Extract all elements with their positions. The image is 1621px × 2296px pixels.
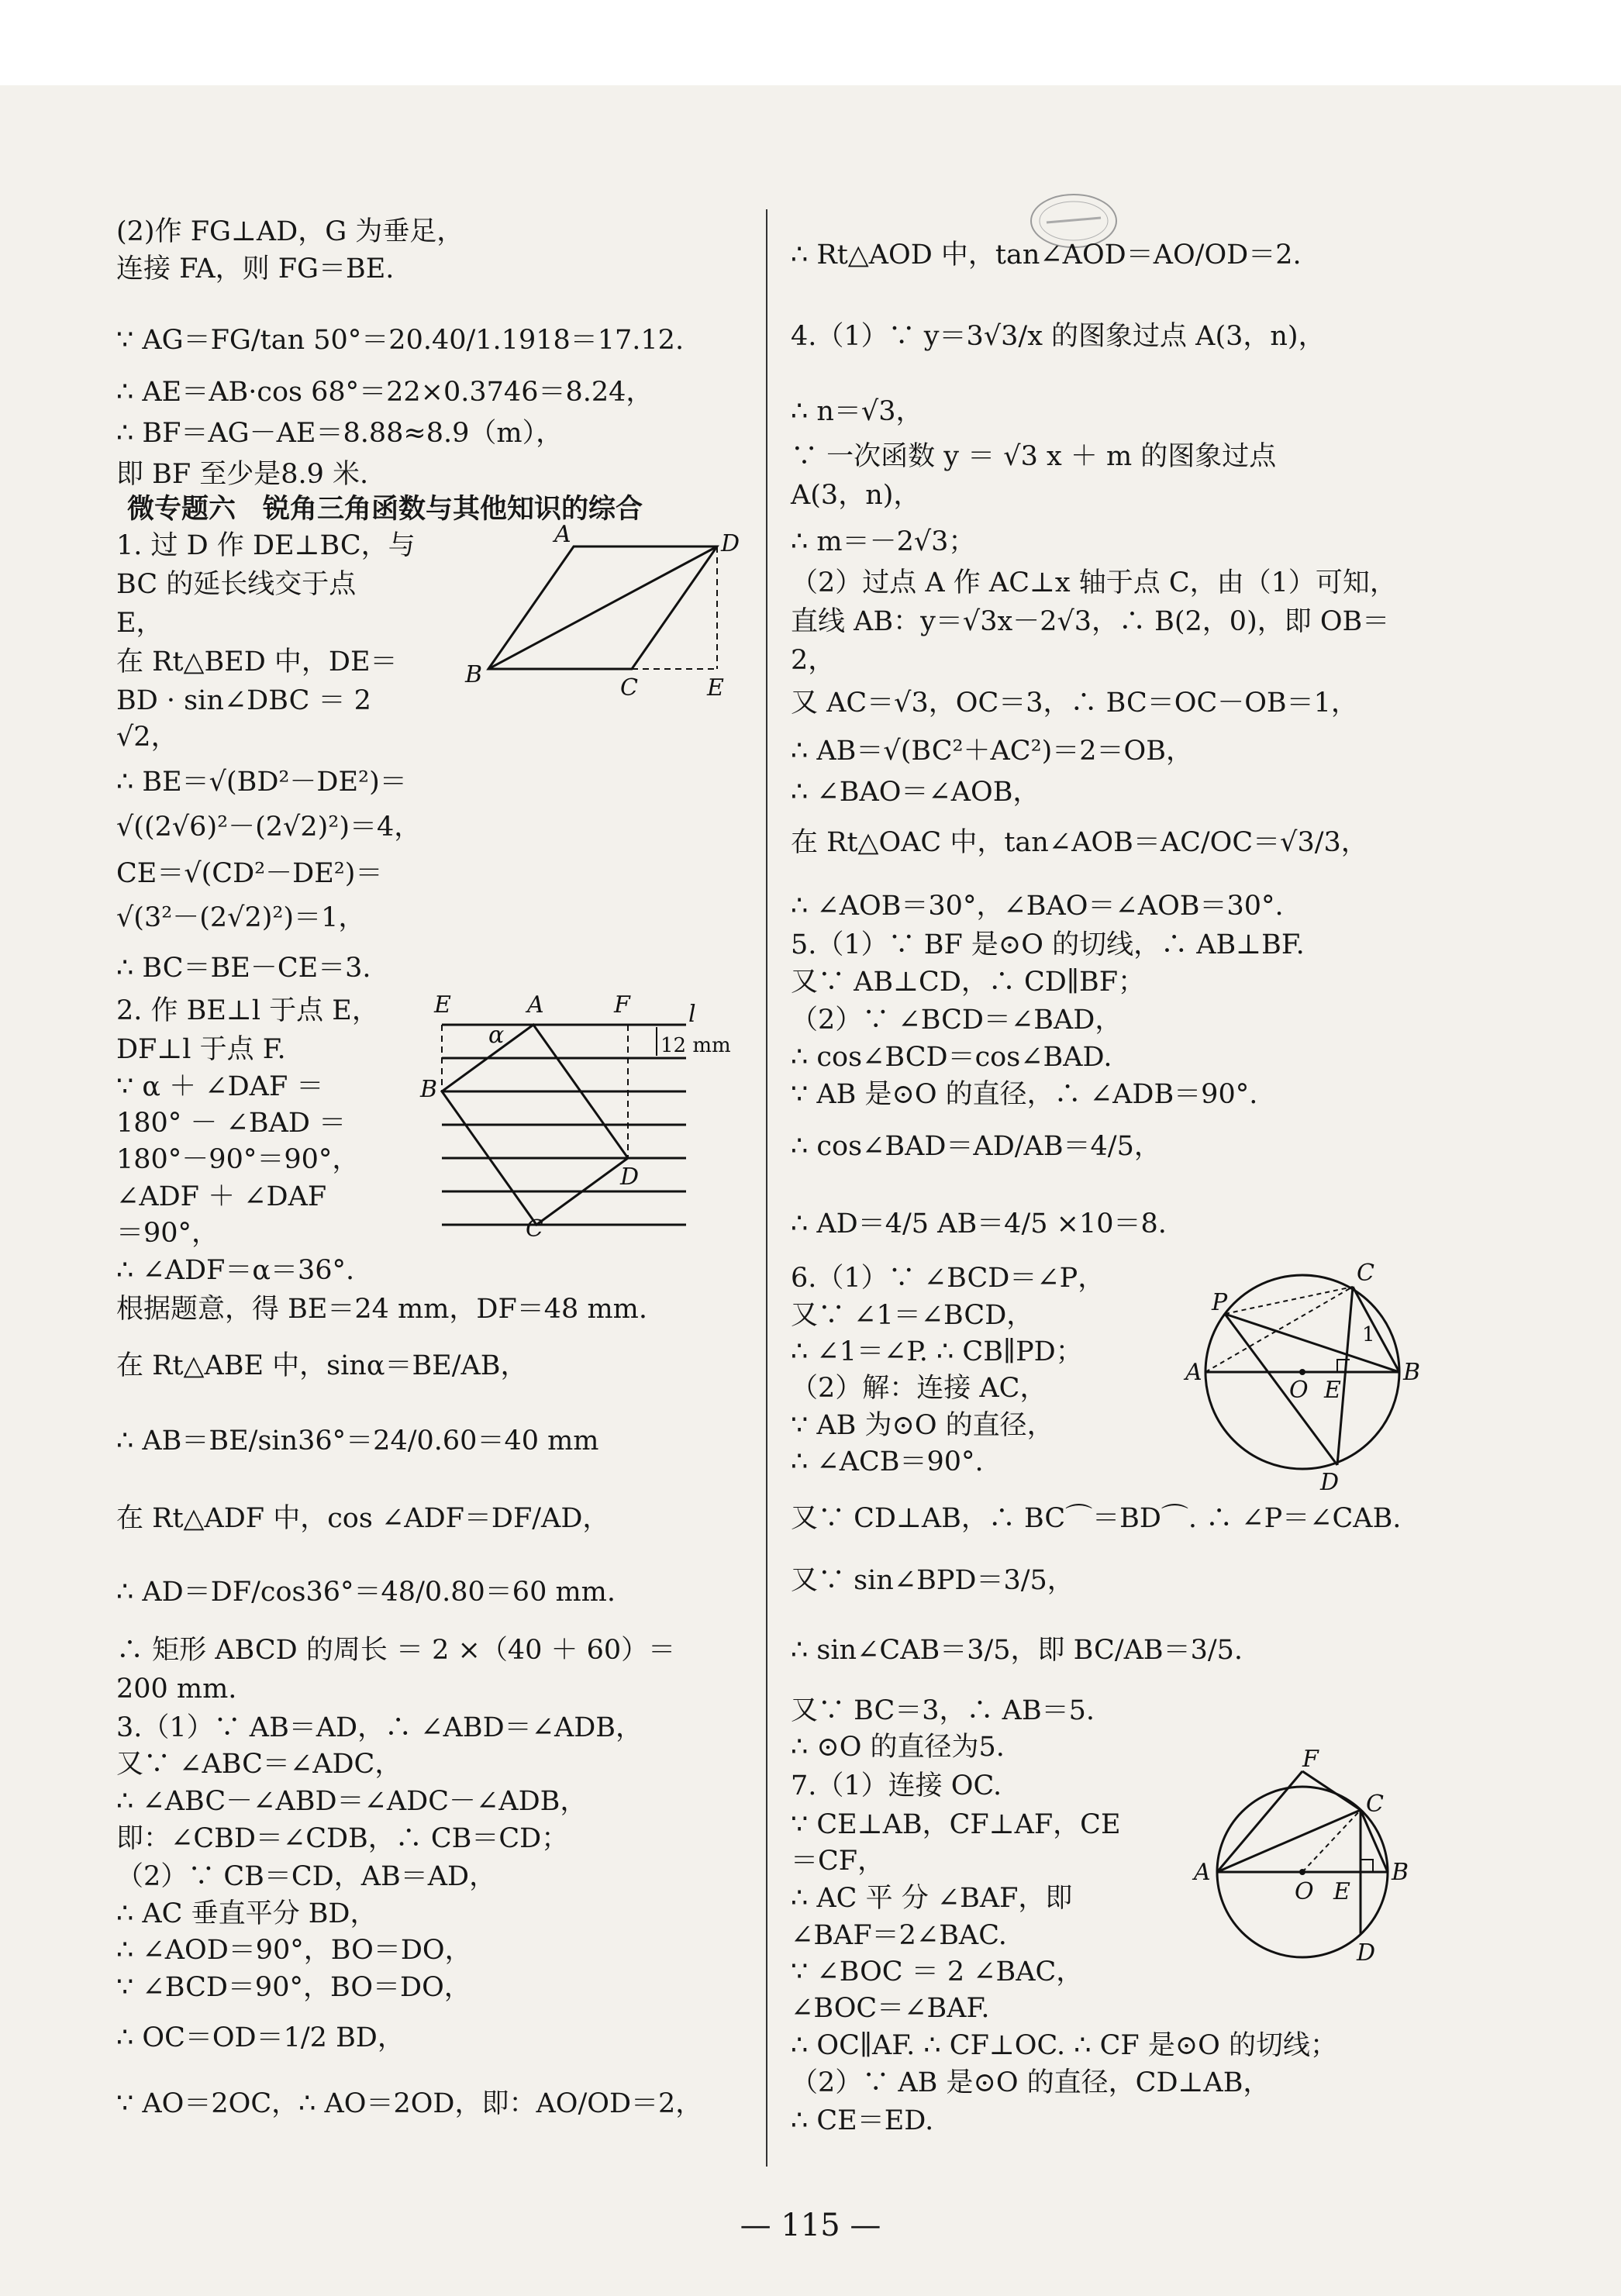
text-line: √2， — [116, 722, 178, 753]
text-line: 2， — [791, 645, 836, 676]
text-line: ∵ CE⊥AB，CF⊥AF，CE — [791, 1809, 1121, 1840]
text-line: 在 Rt△OAC 中，tan∠AOB＝AC/OC＝√3/3， — [791, 827, 1368, 858]
text-line: ∴ AD＝4/5 AB＝4/5 ×10＝8. — [791, 1208, 1167, 1239]
svg-text:A: A — [1185, 1359, 1202, 1386]
svg-text:E: E — [434, 991, 451, 1019]
svg-text:O: O — [1295, 1878, 1314, 1905]
svg-text:C: C — [620, 674, 638, 702]
text-line: ∴ ∠ADF＝α＝36°. — [116, 1255, 355, 1286]
text-line: ∴ AB＝BE/sin36°＝24/0.60＝40 mm — [116, 1426, 599, 1457]
text-line: ∴ BF＝AG－AE＝8.88≈8.9（m）， — [116, 418, 564, 449]
text-line: ∴ ∠1＝∠P. ∴ CB∥PD； — [791, 1336, 1083, 1367]
text-line: A(3，n)， — [791, 480, 921, 511]
text-line: ∴ 矩形 ABCD 的周长 ＝ 2 ×（40 ＋ 60）＝ — [116, 1635, 676, 1666]
svg-text:O: O — [1289, 1377, 1309, 1404]
text-line: ＝90°， — [116, 1218, 219, 1249]
text-line: ∴ ∠BAO＝∠AOB， — [791, 777, 1040, 808]
text-line: 1. 过 D 作 DE⊥BC，与 — [116, 530, 416, 561]
text-line: ∴ AC 垂直平分 BD， — [116, 1898, 378, 1929]
text-line: 6.（1）∵ ∠BCD＝∠P， — [791, 1263, 1105, 1294]
text-line: 180°－90°＝90°， — [116, 1144, 360, 1175]
text-line: ∴ cos∠BAD＝AD/AB＝4/5， — [791, 1131, 1161, 1162]
svg-text:B: B — [1392, 1859, 1409, 1886]
text-line: √((2√6)²－(2√2)²)＝4， — [116, 812, 422, 843]
column-divider — [766, 209, 767, 2167]
text-line: ∴ AE＝AB·cos 68°＝22×0.3746＝8.24， — [116, 377, 654, 408]
text-line: 2. 作 BE⊥l 于点 E， — [116, 995, 379, 1026]
svg-text:12 mm: 12 mm — [660, 1034, 731, 1057]
text-line: （2）∵ ∠BCD＝∠BAD， — [791, 1005, 1123, 1036]
svg-text:F: F — [1302, 1746, 1319, 1773]
text-line: 7.（1）连接 OC. — [791, 1770, 1002, 1801]
text-line: ∵ ∠BOC ＝ 2 ∠BAC， — [791, 1956, 1084, 1987]
text-line: ∴ BC＝BE－CE＝3. — [116, 953, 371, 984]
text-line: ∵ ∠BCD＝90°，BO＝DO， — [116, 1972, 471, 2003]
text-line: 又∵ sin∠BPD＝3/5， — [791, 1565, 1074, 1596]
page-top-margin — [0, 0, 1621, 85]
figure-2-rectangle-parallel-lines — [411, 984, 752, 1243]
text-line: 又∵ CD⊥AB，∴ BC⌒＝BD⌒. ∴ ∠P＝∠CAB. — [791, 1503, 1402, 1534]
svg-text:E: E — [1333, 1878, 1350, 1905]
text-line: 连接 FA，则 FG＝BE. — [116, 253, 395, 284]
text-line: ∵ α ＋ ∠DAF ＝ — [116, 1071, 324, 1102]
text-line: 5.（1）∵ BF 是⊙O 的切线，∴ AB⊥BF. — [791, 929, 1305, 960]
page-number: — 115 — — [740, 2208, 881, 2243]
text-line: 又 AC＝√3，OC＝3，∴ BC＝OC－OB＝1， — [791, 688, 1358, 719]
text-line: ∴ ∠ACB＝90°. — [791, 1446, 984, 1477]
svg-text:D: D — [620, 1164, 640, 1191]
svg-text:D: D — [1320, 1469, 1340, 1496]
text-line: ∴ CE＝ED. — [791, 2105, 934, 2136]
text-line: 直线 AB：y＝√3x－2√3，∴ B(2，0)，即 OB＝ — [791, 606, 1390, 637]
text-line: ∵ AB 为⊙O 的直径， — [791, 1410, 1054, 1441]
text-line: ∵ 一次函数 y ＝ √3 x ＋ m 的图象过点 — [791, 441, 1277, 472]
svg-text:α: α — [488, 1022, 505, 1049]
text-line: ∴ ∠AOB＝30°，∠BAO＝∠AOB＝30°. — [791, 891, 1284, 922]
svg-text:D: D — [1357, 1939, 1376, 1967]
text-line: ∴ BE＝√(BD²－DE²)＝ — [116, 767, 407, 798]
svg-text:B: B — [465, 661, 483, 688]
svg-text:D: D — [721, 530, 740, 557]
text-line: ＝CF， — [791, 1846, 885, 1877]
text-line: （2）∵ CB＝CD，AB＝AD， — [116, 1861, 497, 1892]
text-line: E， — [116, 608, 164, 639]
text-line: 又∵ ∠ABC＝∠ADC， — [116, 1749, 402, 1780]
svg-text:A: A — [1194, 1859, 1211, 1886]
text-line: （2）解：连接 AC， — [791, 1373, 1047, 1404]
text-line: 即：∠CBD＝∠CDB，∴ CB＝CD； — [116, 1823, 569, 1854]
svg-text:B: B — [1403, 1359, 1421, 1386]
text-line: 又∵ AB⊥CD，∴ CD∥BF； — [791, 967, 1146, 998]
text-line: 又∵ ∠1＝∠BCD， — [791, 1300, 1034, 1331]
text-line: ∠BAF＝2∠BAC. — [791, 1920, 1007, 1951]
svg-text:P: P — [1212, 1289, 1228, 1316]
svg-text:C: C — [1357, 1260, 1374, 1287]
svg-text:A: A — [554, 521, 571, 548]
text-line: 在 Rt△ADF 中，cos ∠ADF＝DF/AD， — [116, 1503, 610, 1534]
svg-text:B: B — [420, 1076, 438, 1103]
text-line: ∵ AG＝FG/tan 50°＝20.40/1.1918＝17.12. — [116, 325, 685, 356]
text-line: 又∵ BC＝3，∴ AB＝5. — [791, 1695, 1095, 1726]
text-line: ∴ sin∠CAB＝3/5，即 BC/AB＝3/5. — [791, 1635, 1243, 1666]
text-line: ∵ AO＝2OC，∴ AO＝2OD，即：AO/OD＝2， — [116, 2088, 703, 2119]
figure-1-parallelogram — [457, 521, 740, 702]
text-line: 在 Rt△BED 中，DE＝ — [116, 646, 398, 677]
text-line: ∴ cos∠BCD＝cos∠BAD. — [791, 1042, 1112, 1073]
figure-7-circle-tangent — [1186, 1748, 1442, 1973]
text-line: 200 mm. — [116, 1674, 237, 1705]
text-line: ∴ Rt△AOD 中，tan∠AOD＝AO/OD＝2. — [791, 240, 1302, 271]
text-line: ∠BOC＝∠BAF. — [791, 1993, 990, 2024]
text-line: CE＝√(CD²－DE²)＝ — [116, 858, 383, 889]
text-line: ∴ OC∥AF. ∴ CF⊥OC. ∴ CF 是⊙O 的切线； — [791, 2030, 1337, 2061]
text-line: 3.（1）∵ AB＝AD，∴ ∠ABD＝∠ADB， — [116, 1712, 643, 1743]
text-line: 4.（1）∵ y＝3√3/x 的图象过点 A(3，n)， — [791, 321, 1326, 352]
text-line: ∴ ∠ABC－∠ABD＝∠ADC－∠ADB， — [116, 1786, 588, 1817]
text-line: ∠ADF ＋ ∠DAF — [116, 1181, 327, 1212]
text-line: ∴ m＝－2√3； — [791, 526, 976, 557]
text-line: ∴ AC 平 分 ∠BAF，即 — [791, 1883, 1073, 1914]
text-line: 即 BF 至少是8.9 米. — [116, 459, 369, 490]
text-line: ∴ ⊙O 的直径为5. — [791, 1732, 1005, 1763]
text-line: √(3²－(2√2)²)＝1， — [116, 902, 366, 933]
text-line: 在 Rt△ABE 中，sinα＝BE/AB， — [116, 1350, 528, 1381]
svg-text:E: E — [707, 674, 724, 702]
svg-text:E: E — [1324, 1377, 1341, 1404]
figure-6-circle — [1182, 1256, 1438, 1496]
text-line: ∴ ∠AOD＝90°，BO＝DO， — [116, 1935, 472, 1966]
svg-text:1: 1 — [1362, 1323, 1375, 1346]
svg-text:l: l — [688, 1001, 696, 1028]
text-line: DF⊥l 于点 F. — [116, 1034, 286, 1065]
text-line: （2）∵ AB 是⊙O 的直径，CD⊥AB， — [791, 2067, 1271, 2098]
text-line: ∴ AD＝DF/cos36°＝48/0.80＝60 mm. — [116, 1577, 616, 1608]
svg-text:A: A — [527, 991, 544, 1019]
svg-text:F: F — [614, 991, 630, 1019]
text-line: ∴ n＝√3， — [791, 396, 923, 427]
text-line: 180° － ∠BAD ＝ — [116, 1108, 347, 1139]
svg-text:C: C — [526, 1215, 543, 1243]
text-line: (2)作 FG⊥AD，G 为垂足， — [116, 216, 464, 247]
text-line: ∴ OC＝OD＝1/2 BD， — [116, 2022, 405, 2053]
text-line: BD · sin∠DBC ＝ 2 — [116, 685, 371, 716]
text-line: ∴ AB＝√(BC²＋AC²)＝2＝OB， — [791, 736, 1193, 767]
text-line: ∵ AB 是⊙O 的直径，∴ ∠ADB＝90°. — [791, 1079, 1258, 1110]
text-line: 根据题意，得 BE＝24 mm，DF＝48 mm. — [116, 1294, 647, 1325]
text-line: BC 的延长线交于点 — [116, 569, 357, 600]
text-line: （2）过点 A 作 AC⊥x 轴于点 C，由（1）可知， — [791, 567, 1397, 598]
section-heading: 微专题六 锐角三角函数与其他知识的综合 — [127, 494, 643, 525]
svg-text:C: C — [1366, 1791, 1384, 1818]
